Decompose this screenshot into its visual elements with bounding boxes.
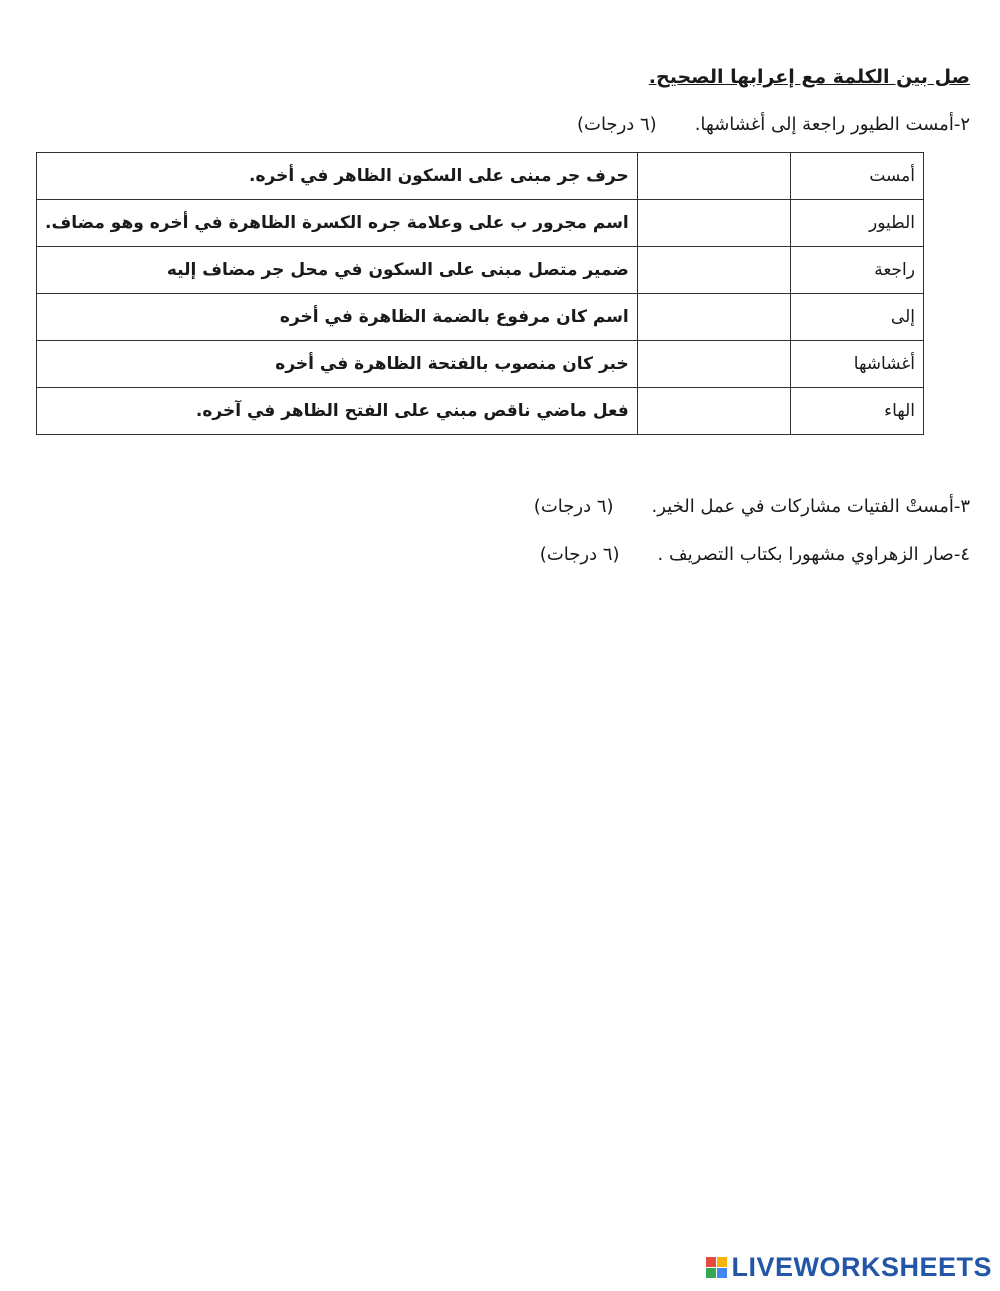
answer-drop-cell[interactable]	[637, 247, 790, 294]
description-cell: ضمير متصل مبنى على السكون في محل جر مضاف إليه	[37, 247, 638, 294]
liveworksheets-logo	[706, 1252, 992, 1283]
table-row	[37, 200, 924, 247]
description-cell: فعل ماضي ناقص مبني على الفتح الظاهر في آخره.	[37, 388, 638, 435]
answer-drop-cell[interactable]	[637, 341, 790, 388]
word-cell: أمست	[790, 153, 923, 200]
table-row	[37, 341, 924, 388]
question-4-sentence: ٤-صار الزهراوي مشهورا بكتاب التصريف .	[657, 544, 970, 565]
logo-square-icon	[706, 1257, 716, 1267]
table-row	[37, 153, 924, 200]
description-cell: اسم كان مرفوع بالضمة الظاهرة في أخره	[37, 294, 638, 341]
word-cell: الهاء	[790, 388, 923, 435]
word-cell: إلى	[790, 294, 923, 341]
question-4-marks: (٦ درجات)	[539, 544, 620, 565]
table-row	[37, 294, 924, 341]
question-2	[577, 114, 970, 135]
description-cell: اسم مجرور ب على وعلامة جره الكسرة الظاهرة في أخره وهو مضاف.	[37, 200, 638, 247]
table-row	[37, 247, 924, 294]
description-cell: خبر كان منصوب بالفتحة الظاهرة في أخره	[37, 341, 638, 388]
instruction-title: صل بين الكلمة مع إعرابها الصحيح.	[648, 66, 970, 88]
word-cell: الطيور	[790, 200, 923, 247]
description-cell: حرف جر مبنى على السكون الظاهر في أخره.	[37, 153, 638, 200]
question-3-sentence: ٣-أمستْ الفتيات مشاركات في عمل الخير.	[651, 496, 970, 517]
question-3-marks: (٦ درجات)	[533, 496, 614, 517]
question-4	[540, 544, 970, 565]
logo-square-icon	[706, 1268, 716, 1278]
logo-square-icon	[717, 1257, 727, 1267]
table-row	[37, 388, 924, 435]
matching-table	[36, 152, 924, 435]
liveworksheets-logo-icon	[706, 1257, 727, 1278]
logo-square-icon	[717, 1268, 727, 1278]
answer-drop-cell[interactable]	[637, 388, 790, 435]
word-cell: راجعة	[790, 247, 923, 294]
word-cell: أغشاشها	[790, 341, 923, 388]
question-3	[534, 496, 970, 517]
answer-drop-cell[interactable]	[637, 153, 790, 200]
brand-name: LIVEWORKSHEETS	[731, 1252, 992, 1282]
answer-drop-cell[interactable]	[637, 200, 790, 247]
answer-drop-cell[interactable]	[637, 294, 790, 341]
question-2-sentence: ٢-أمست الطيور راجعة إلى أغشاشها.	[694, 114, 970, 135]
question-2-marks: (٦ درجات)	[576, 114, 657, 135]
